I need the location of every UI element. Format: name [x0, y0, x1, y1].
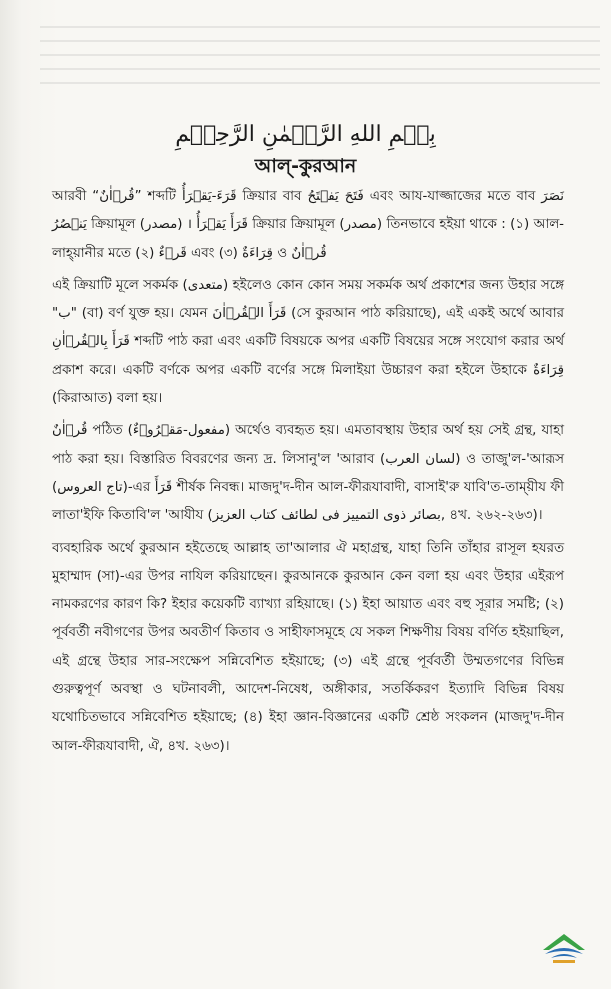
show-through-text	[40, 14, 600, 84]
publisher-logo-icon	[539, 928, 589, 966]
paragraph-4: ব্যবহারিক অর্থে কুরআন হইতেছে আল্লাহ তা'আলার ঐ মহাগ্রন্থ, যাহা তিনি তাঁহার রাসূল হযরত মুহাম্মাদ (সা)-এর উপর নাযিল করিয়াছেন। কুরআনকে কুরআন কেন বলা হয় এবং উহার এইরূপ নামকরণের কারণ কি? ইহার কয়েকটি ব্যাখ্যা রহিয়াছে। (১) ইহা আয়াত এবং বহু সূরার সমষ্টি; (২) পূর্ববর্তী নবীগণের উপর অবতীর্ণ কিতাব ও সাহীফাসমূহে যে সকল শিক্ষণীয় বিষয় বর্ণিত হইয়াছিল, এই গ্রন্থে উহার সার-সংক্ষেপ সন্নিবেশিত হইয়াছে; (৩) এই গ্রন্থে পূর্ববর্তী উম্মতগণের বিভিন্ন গুরুত্বপূর্ণ অবস্থা ও ঘটনাবলী, আদেশ-নিষেধ, অঙ্গীকার, সতর্কিকরণ ইত্যাদি বিভিন্ন বিষয় যথোচিতভাবে সন্নিবেশিত হইয়াছে; (৪) ইহা জ্ঞান-বিজ্ঞানের একটি শ্রেষ্ঠ সংকলন (মাজদু'দ-দীন আল-ফীরূযাবাদী, ঐ, ৪খ. ২৬৩)।	[52, 540, 564, 754]
paragraph-3: قُرۡاٰنٌ পঠিত (مفعول-مَقۡرُوۡءٌ) অর্থেও ব্যবহৃত হয়। এমতাবস্থায় উহার অর্থ হয় সেই গ্রন্থ, যাহা পাঠ করা হয়। বিস্তারিত বিবরণের জন্য দ্র. লিসানু'ল 'আরাব (لسان العرب) ও তাজু'ল-'আরূস (تاج العروس)-এর قَرَأَ শীর্ষক নিবন্ধ। মাজদু'দ-দীন আল-ফীরূযাবাদী, বাসাই'রু যাবি'ত-তাম্‌য়ীয ফী লাতা'ইফি কিতাবি'ল 'আযীয (بصائر ذوى التمييز فى لطائف كتاب العزيز, ৪খ. ২৬২-২৬৩)।	[52, 423, 565, 524]
page-title: আল্-কুরআন	[254, 155, 357, 177]
paragraph-2: এই ক্রিয়াটি মূলে সকর্মক (متعدى) হইলেও কোন কোন সময় সকর্মক অর্থ প্রকাশের জন্য উহার সঙ্গে "ب" (বা) বর্ণ যুক্ত হয়। যেমন قَرَأَ الۡقُرۡاٰنَ (সে কুরআন পাঠ করিয়াছে), এই একই অর্থে আবার قَرَأَ بِالۡقُرۡاٰنِ শব্দটি পাঠ করা এবং একটি বিষয়কে অপর একটি বিষয়ের সঙ্গে সংযোগ করার অর্থ প্রকাশ করে। একটি বর্ণকে অপর একটি বর্ণের সঙ্গে মিলাইয়া উচ্চারণ করা হইলে উহাকে قِرَاءَةٌ (কিরাআত) বলা হয়।	[52, 277, 564, 407]
paragraph-1: আরবী “قُرۡاٰنٌ” শব্দটি قَرَءَ-يَقۡرَأُ ক্রিয়ার বাব فَتَحَ يَفۡتَحُ এবং আয-যাজ্জাজের মতে বাব نَصَرَ يَنۡصُرُ ক্রিয়ামূল (مصدر) । قَرَأَ يَقۡرَأُ ক্রিয়ার ক্রিয়ামূল (مصدر) তিনভাবে হইয়া থাকে : (১) আল-লাহ্‌য়ানীর মতে (২) قَرۡءٌ এবং (৩) قِرَاءَةٌ ও قُرۡاٰنٌ	[52, 189, 565, 261]
body-text	[52, 183, 564, 765]
bismillah-heading: بِسۡمِ اللهِ الرَّحۡمٰنِ الرَّحِيۡمِ	[175, 122, 436, 147]
